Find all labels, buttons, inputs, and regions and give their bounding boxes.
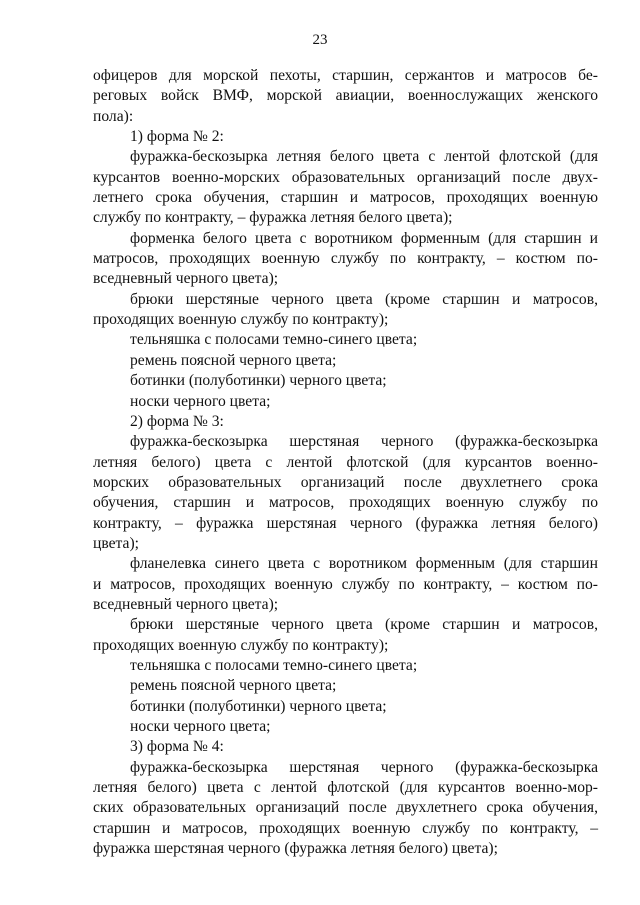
text-line: старшин и матросов, проходящих военную службу по контракту, – xyxy=(93,819,598,837)
text-line: летняя белого) цвета с лентой флотской (для курсантов военно- xyxy=(93,453,598,471)
text-line: вседневный черного цвета); xyxy=(93,270,279,288)
text-line: тельняшка с полосами темно-синего цвета; xyxy=(130,331,418,349)
text-line: ремень поясной черного цвета; xyxy=(130,677,337,695)
text-line: проходящих военную службу по контракту); xyxy=(93,311,389,329)
text-line: пола): xyxy=(93,107,134,125)
text-line: цвета); xyxy=(93,534,139,552)
text-line: 3) форма № 4: xyxy=(130,738,224,756)
text-line: курсантов военно-морских образовательных организаций после двух- xyxy=(93,168,598,186)
text-line: реговых войск ВМФ, морской авиации, военнослужащих женского xyxy=(93,87,598,105)
text-line: форменка белого цвета с воротником форменным (для старшин и xyxy=(130,229,598,247)
text-line: фуражка-бескозырка шерстяная черного (фуражка-бескозырка xyxy=(130,758,598,776)
text-line: матросов, проходящих военную службу по контракту, – костюм по- xyxy=(93,250,598,268)
text-line: ботинки (полуботинки) черного цвета; xyxy=(130,697,387,715)
text-line: фланелевка синего цвета с воротником форменным (для старшин xyxy=(130,555,598,573)
text-line: 2) форма № 3: xyxy=(130,412,224,430)
text-line: носки черного цвета; xyxy=(130,392,271,410)
text-line: ремень поясной черного цвета; xyxy=(130,351,337,369)
text-line: носки черного цвета; xyxy=(130,718,271,735)
text-line: морских образовательных организаций после двухлетнего срока xyxy=(93,473,598,491)
text-line: летняя белого) цвета с лентой флотской (для курсантов военно-мор- xyxy=(93,779,598,797)
text-line: летнего срока обучения, старшин и матросов, проходящих военную xyxy=(93,189,598,207)
text-line: фуражка-бескозырка шерстяная черного (фуражка-бескозырка xyxy=(130,433,598,451)
text-line: фуражка-бескозырка летняя белого цвета с лентой флотской (для xyxy=(130,148,598,166)
text-line: проходящих военную службу по контракту); xyxy=(93,636,389,654)
text-line: обучения, старшин и матросов, проходящих военную службу по xyxy=(93,494,598,512)
text-line: брюки шерстяные черного цвета (кроме старшин и матросов, xyxy=(130,290,598,308)
text-line: фуражка шерстяная черного (фуражка летняя белого) цвета); xyxy=(93,840,498,858)
text-line: ских образовательных организаций после двухлетнего срока обучения, xyxy=(93,799,598,817)
text-line: брюки шерстяные черного цвета (кроме старшин и матросов, xyxy=(130,616,598,634)
text-line: службу по контракту, – фуражка летняя белого цвета); xyxy=(93,209,453,227)
document-body xyxy=(93,66,598,859)
text-line: офицеров для морской пехоты, старшин, сержантов и матросов бе- xyxy=(93,67,598,84)
text-line: контракту, – фуражка шерстяная черного (фуражка летняя белого) xyxy=(93,514,598,532)
text-line: тельняшка с полосами темно-синего цвета; xyxy=(130,656,418,674)
text-line: 1) форма № 2: xyxy=(130,128,224,146)
text-line: и матросов, проходящих военную службу по контракту, – костюм по- xyxy=(93,575,598,593)
text-line: ботинки (полуботинки) черного цвета; xyxy=(130,372,387,390)
text-line: вседневный черного цвета); xyxy=(93,595,279,613)
page-number: 23 xyxy=(312,32,328,48)
